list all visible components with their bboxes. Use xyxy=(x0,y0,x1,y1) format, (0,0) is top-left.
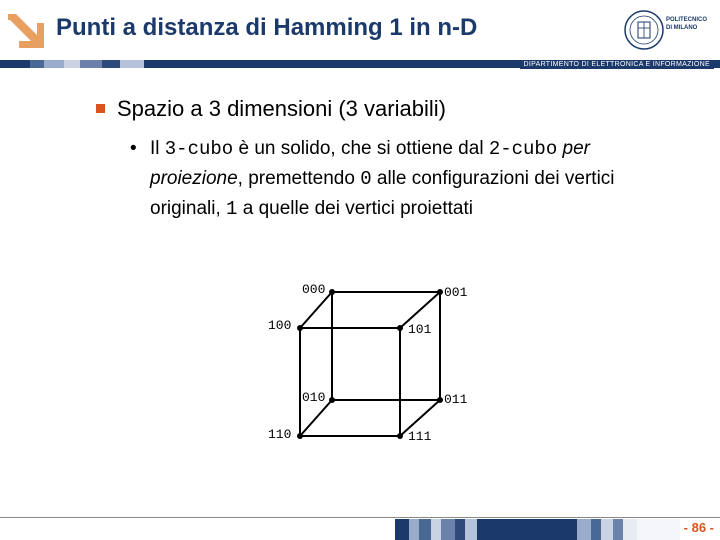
bullet-level2-text: Il 3-cubo è un solido, che si ottiene dal 2-cubo per proiezione, premettendo 0 alle configurazioni dei vertici originali, 1 a quelle dei vertici proiettati xyxy=(150,138,615,220)
label-110: 110 xyxy=(268,427,292,442)
label-100: 100 xyxy=(268,318,292,333)
vertex-110 xyxy=(297,433,303,439)
cube-diagram xyxy=(260,276,490,451)
footer-divider xyxy=(0,517,720,518)
department-label: DIPARTIMENTO DI ELETTRONICA E INFORMAZIONE xyxy=(520,60,714,69)
label-010: 010 xyxy=(302,390,326,405)
vertex-000 xyxy=(329,289,335,295)
vertex-001 xyxy=(437,289,443,295)
label-011: 011 xyxy=(444,392,468,407)
vertex-100 xyxy=(297,325,303,331)
label-001: 001 xyxy=(444,285,468,300)
footer-stripe xyxy=(395,519,720,540)
vertex-011 xyxy=(437,397,443,403)
vertex-010 xyxy=(329,397,335,403)
polimi-logo-text: POLITECNICO DI MILANO xyxy=(666,17,708,31)
slide-header xyxy=(0,0,720,60)
dot-bullet-icon: • xyxy=(130,138,137,159)
vertex-101 xyxy=(397,325,403,331)
vertex-111 xyxy=(397,433,403,439)
slide-title: Punti a distanza di Hamming 1 in n-D xyxy=(56,14,478,41)
square-bullet-icon xyxy=(96,104,105,113)
label-111: 111 xyxy=(408,429,432,444)
arrow-logo-icon xyxy=(6,10,46,50)
page-number: - 86 - xyxy=(683,520,714,535)
bullet-level1 xyxy=(96,96,446,122)
label-101: 101 xyxy=(408,322,432,337)
bullet-level1-text: Spazio a 3 dimensioni (3 variabili) xyxy=(117,96,446,121)
label-000: 000 xyxy=(302,282,326,297)
